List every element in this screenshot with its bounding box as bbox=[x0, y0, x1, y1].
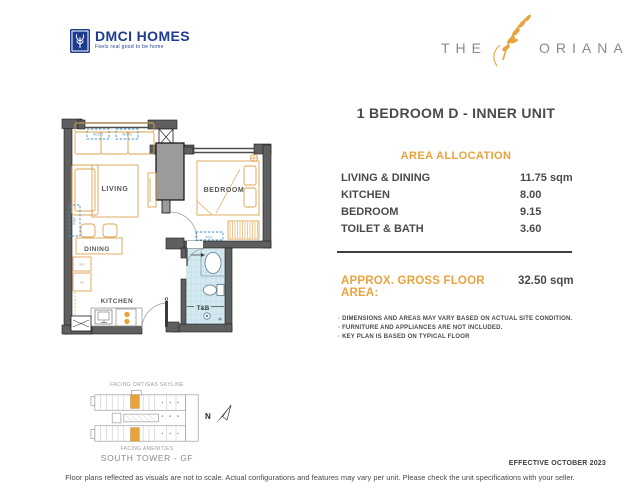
area-value: 8.00 bbox=[520, 189, 542, 201]
area-row bbox=[341, 189, 586, 206]
area-table bbox=[341, 172, 586, 240]
pillow bbox=[244, 166, 256, 185]
room-label-tb: T&B bbox=[196, 306, 210, 312]
tv-console bbox=[148, 173, 156, 207]
room-label-dining: DINING bbox=[84, 246, 110, 253]
effective-date: EFFECTIVE OCTOBER 2023 bbox=[508, 460, 606, 467]
north-label: N bbox=[205, 412, 211, 421]
armchair bbox=[72, 165, 98, 215]
door-handle bbox=[165, 298, 168, 301]
gross-floor-area-label: APPROX. GROSS FLOOR AREA: bbox=[341, 275, 485, 299]
room-label-living: LIVING bbox=[101, 186, 129, 193]
key-plan-bottom-label: FACING AMENITIES bbox=[120, 446, 174, 452]
accu-label: ACCU bbox=[93, 132, 103, 137]
dining-chair bbox=[103, 224, 117, 237]
dining-chair bbox=[81, 224, 95, 237]
oriana-name: ORIANA bbox=[539, 40, 629, 56]
north-arrow-icon bbox=[203, 402, 235, 428]
area-label: BEDROOM bbox=[341, 206, 399, 218]
wm-label: wm bbox=[79, 262, 85, 267]
fcu-label: FCU bbox=[72, 217, 77, 225]
area-value: 9.15 bbox=[520, 206, 542, 218]
area-label: LIVING & DINING bbox=[341, 172, 431, 184]
ref-label: ref bbox=[80, 280, 84, 285]
bedroom-door-arc bbox=[170, 212, 197, 239]
note-line: · DIMENSIONS AND AREAS MAY VARY BASED ON ACTUAL SITE CONDITION. bbox=[338, 316, 573, 322]
unit-title: 1 BEDROOM D - INNER UNIT bbox=[356, 105, 556, 121]
area-row bbox=[341, 172, 586, 189]
note-line: · KEY PLAN IS BASED ON TYPICAL FLOOR bbox=[338, 334, 470, 340]
area-row bbox=[341, 223, 586, 240]
accu-label: ACCU bbox=[122, 132, 132, 137]
area-row bbox=[341, 206, 586, 223]
brand-tagline: Feels real good to be home bbox=[95, 44, 164, 50]
section-divider bbox=[337, 251, 572, 253]
entry-door-leaf bbox=[165, 301, 168, 327]
notes bbox=[338, 315, 572, 342]
area-value: 11.75 sqm bbox=[520, 172, 573, 184]
oriana-logo bbox=[441, 10, 629, 68]
unit-floor-plan bbox=[54, 99, 289, 344]
dmci-logo-icon bbox=[70, 29, 90, 53]
area-label: TOILET & BATH bbox=[341, 223, 424, 235]
key-plan-top-label: FACING ORTIGAS SKYLINE bbox=[110, 382, 184, 388]
oriana-the: THE bbox=[441, 40, 487, 56]
oriana-leaf-icon bbox=[487, 10, 539, 68]
dmci-logo bbox=[70, 29, 190, 53]
key-plan-caption: SOUTH TOWER - GF bbox=[100, 453, 194, 463]
fcu-label: FCU bbox=[205, 235, 213, 240]
gross-floor-area-value: 32.50 sqm bbox=[518, 275, 574, 287]
area-label: KITCHEN bbox=[341, 189, 390, 201]
area-value: 3.60 bbox=[520, 223, 542, 235]
note-line: · FURNITURE AND APPLIANCES ARE NOT INCLUDED. bbox=[338, 325, 503, 331]
key-plan bbox=[88, 389, 206, 447]
appliance-labels bbox=[79, 263, 84, 285]
toilet-tank bbox=[217, 285, 224, 296]
shaft-column bbox=[156, 129, 193, 213]
brand-name: DMCI HOMES bbox=[95, 28, 190, 44]
pillow bbox=[244, 188, 256, 207]
entry-door-arc bbox=[142, 303, 166, 329]
dmci-logo-text bbox=[95, 29, 190, 50]
toilet-bowl bbox=[204, 285, 217, 295]
room-label-bedroom: BEDROOM bbox=[203, 187, 245, 194]
gross-floor-area-row bbox=[341, 275, 591, 299]
room-label-kitchen: KITCHEN bbox=[100, 298, 134, 305]
area-allocation-heading: AREA ALLOCATION bbox=[400, 150, 512, 162]
lavatory bbox=[205, 253, 221, 274]
footer-disclaimer: Floor plans reflected as visuals are not to scale. Actual configurations and features may vary per unit. Please check the unit specifications with your seller. bbox=[65, 473, 575, 482]
